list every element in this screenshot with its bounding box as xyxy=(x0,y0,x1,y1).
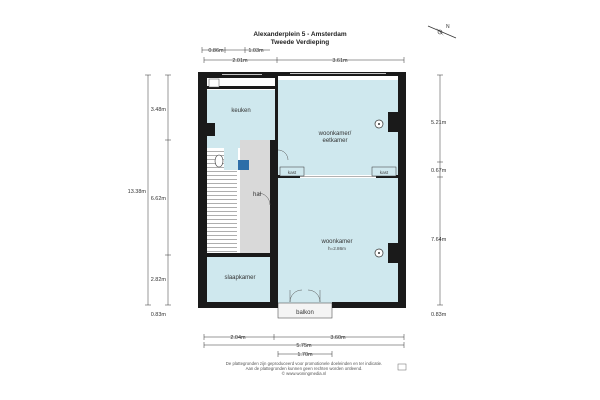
dim-bottom-total: 5.75m xyxy=(296,343,312,349)
label-kast-right: kast xyxy=(379,170,389,175)
dim-left-4: 0.83m xyxy=(150,312,166,318)
dim-right-2: 0.67m xyxy=(431,168,447,174)
plan-subtitle: Tweede Verdieping xyxy=(270,39,330,46)
dim-left-1: 3.48m xyxy=(150,107,166,113)
dim-left-overall: 13.38m xyxy=(127,189,146,195)
boiler-icon xyxy=(238,160,249,170)
label-woonkamer-top-2: eetkamer xyxy=(322,138,348,144)
dim-left-2: 6.62m xyxy=(150,196,166,202)
toilet-room xyxy=(224,148,238,170)
label-balkon: balkon xyxy=(296,310,314,316)
dim-balkon-width: 1.70m xyxy=(297,352,313,358)
dim-top-left: 2.01m xyxy=(232,58,248,64)
disclaimer-line-3: © www.woningmedia.nl xyxy=(281,371,327,376)
dim-left-3: 2.82m xyxy=(150,277,166,283)
label-woonkamer-bottom: woonkamer xyxy=(321,239,353,245)
svg-text:N: N xyxy=(446,24,450,30)
kitchen-room xyxy=(207,90,275,148)
label-woonkamer-top-1: woonkamer/ xyxy=(318,131,352,137)
logo-mark xyxy=(398,364,406,370)
dim-right-3: 7.64m xyxy=(431,237,447,243)
disclaimer-line-2: Aan de plattegronden kunnen geen rechten worden ontleend. xyxy=(245,366,363,371)
sink-icon xyxy=(209,79,219,87)
label-keuken: keuken xyxy=(231,108,251,114)
dim-top-right: 3.61m xyxy=(332,58,348,64)
dim-bottom-left: 2.04m xyxy=(230,335,246,341)
dim-bottom-right: 3.60m xyxy=(330,335,346,341)
dim-top-small-1: 0.86m xyxy=(208,48,224,54)
label-woonkamer-height: h=2.86m xyxy=(327,246,347,251)
label-slaapkamer: slaapkamer xyxy=(224,275,256,281)
label-kast-left: kast xyxy=(287,170,297,175)
label-hal: hal xyxy=(252,192,262,198)
dim-right-1: 5.21m xyxy=(431,120,447,126)
disclaimer-line-1: De plattegronden zijn geproduceerd voor promotionele doeleinden en ter indicatie. xyxy=(225,361,383,366)
toilet-icon xyxy=(215,155,223,167)
plan-title: Alexanderplein 5 - Amsterdam xyxy=(253,31,347,38)
compass-icon xyxy=(428,24,456,38)
dim-right-4: 0.83m xyxy=(431,312,447,318)
dim-top-small-2: 1.03m xyxy=(248,48,264,54)
